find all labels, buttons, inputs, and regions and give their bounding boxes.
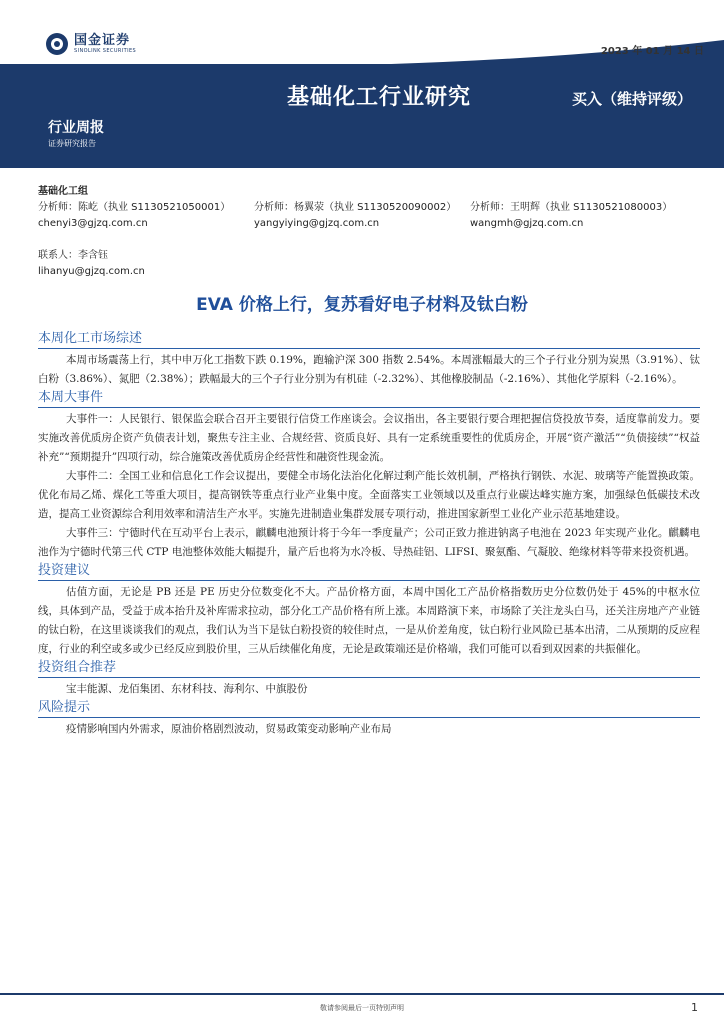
logo-en: SINOLINK SECURITIES <box>74 48 137 54</box>
analyst-3-label: 分析师：王明辉（执业 S1130521080003） <box>470 202 673 213</box>
logo-cn: 国金证券 <box>74 33 131 48</box>
report-subtitle: 证券研究报告 <box>48 139 96 148</box>
analyst-1-label: 分析师：陈屹（执业 S1130521050001） <box>38 202 231 213</box>
section-heading-market: 本周化工市场综述 <box>38 330 700 349</box>
contact-person <box>38 248 698 280</box>
report-type: 行业周报 <box>48 120 104 136</box>
footer-divider <box>0 993 724 995</box>
analyst-row <box>38 200 698 232</box>
report-date: 2023 年 01 月 14 日 <box>600 46 704 57</box>
page-number: 1 <box>691 1001 698 1014</box>
report-header <box>0 0 724 168</box>
analyst-2 <box>254 200 470 232</box>
contact-label: 联系人：李含钰 <box>38 250 108 261</box>
analyst-block <box>38 184 698 280</box>
company-logo <box>46 33 136 55</box>
contact-email[interactable]: lihanyu@gjzq.com.cn <box>38 266 145 277</box>
footer-disclaimer: 敬请参阅最后一页特别声明 <box>320 1004 404 1012</box>
section-heading-portfolio: 投资组合推荐 <box>38 659 700 678</box>
paragraph: 宝丰能源、龙佰集团、东材科技、海利尔、中旗股份 <box>66 683 308 695</box>
report-title: 基础化工行业研究 <box>287 85 472 110</box>
main-title: EVA 价格上行，复苏看好电子材料及钛白粉 <box>196 295 528 315</box>
section-heading-advice: 投资建议 <box>38 562 700 581</box>
analyst-2-label: 分析师：杨翼荥（执业 S1130520090002） <box>254 202 457 213</box>
team-name: 基础化工组 <box>38 186 88 197</box>
analyst-2-email[interactable]: yangyiying@gjzq.com.cn <box>254 218 380 229</box>
paragraph: 估值方面，无论是 PB 还是 PE 历史分位数变化不大。产品价格方面，本周中国化工产品价格指数历史分位数仍处于 45%的中枢水位线，具体到产品，受益于成本抬升及补库需求拉动，部分化工产品价格有所上涨。本周路演下来，市场除了关注龙头白马，还关注房地产产业链的钛白粉，在这里谈谈我们的观点，我们认为当下是钛白粉投资的较佳时点，一是从价差角度，钛白粉行业风险已基本出清，二从预期的反应程度，行业的利空或多或少已经反应到股价里，三从后续催化角度，无论是政策端还是价格端，我们可能可以看到双因素的共振催化。 <box>38 586 700 655</box>
paragraph: 大事件二：全国工业和信息化工作会议提出，要健全市场化法治化化解过剩产能长效机制，严格执行钢铁、水泥、玻璃等产能置换政策。优化布局乙烯、煤化工等重大项目，提高钢铁等重点行业产业集中度。全面落实工业领域以及重点行业碳达峰实施方案，加强绿色低碳技术改造，提高工业资源综合利用效率和清洁生产水平。实施先进制造业集群发展专项行动，推进国家新型工业化产业示范基地建设。 <box>38 470 700 520</box>
report-body <box>38 330 700 739</box>
section-heading-events: 本周大事件 <box>38 389 700 408</box>
paragraph: 大事件一：人民银行、银保监会联合召开主要银行信贷工作座谈会。会议指出，各主要银行要合理把握信贷投放节奏，适度靠前发力。要实施改善优质房企资产负债表计划，聚焦专注主业、合规经营、资质良好、具有一定系统重要性的优质房企，开展“资产激活”“负债接续”“权益补充”“预期提升”四项行动，综合施策改善优质房企经营性和融资性现金流。 <box>38 413 700 463</box>
section-heading-risk: 风险提示 <box>38 699 700 718</box>
analyst-3 <box>470 200 686 232</box>
paragraph: 大事件三：宁德时代在互动平台上表示，麒麟电池预计将于今年一季度量产；公司正致力推进钠离子电池在 2023 年实现产业化。麒麟电池作为宁德时代第三代 CTP 电池整体效能大幅提升，量产后也将为水冷板、导热硅铝、LIFSI、聚氨酯、气凝胶、绝缘材料等带来投资机遇。 <box>38 527 700 558</box>
logo-mark-icon <box>46 33 68 55</box>
paragraph: 本周市场震荡上行，其中申万化工指数下跌 0.19%，跑输沪深 300 指数 2.54%。本周涨幅最大的三个子行业分别为炭黑（3.91%）、钛白粉（3.86%）、氮肥（2.38%）；跌幅最大的三个子行业分别为有机硅（-2.32%）、其他橡胶制品（-2.16%）、其他化学原料（-2.16%）。 <box>38 354 700 385</box>
paragraph: 疫情影响国内外需求，原油价格剧烈波动，贸易政策变动影响产业布局 <box>66 723 392 735</box>
analyst-1 <box>38 200 254 232</box>
rating-label: 买入（维持评级） <box>572 90 693 108</box>
analyst-3-email[interactable]: wangmh@gjzq.com.cn <box>470 218 584 229</box>
analyst-1-email[interactable]: chenyi3@gjzq.com.cn <box>38 218 148 229</box>
